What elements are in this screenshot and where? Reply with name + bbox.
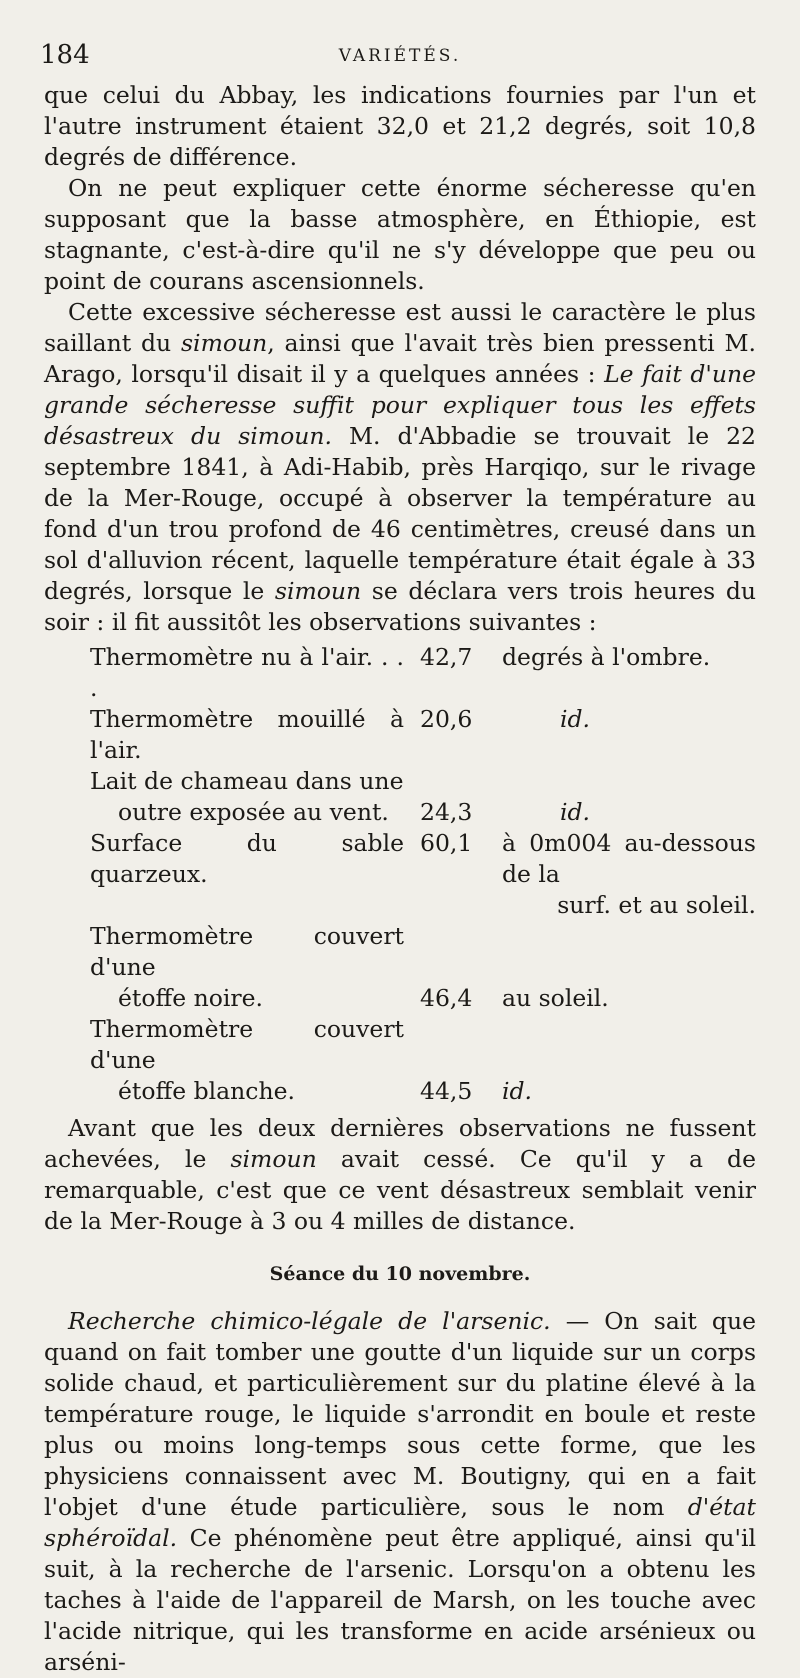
observation-note: au soleil. (502, 984, 609, 1012)
observation-value: 42,7 (420, 643, 473, 671)
observation-row (44, 828, 756, 890)
running-head: VARIÉTÉS. (338, 46, 462, 66)
observation-note: id. (560, 798, 591, 826)
observation-row (44, 642, 756, 704)
italic-term: simoun (274, 577, 362, 605)
italic-term: d'état sphéroïdal. (44, 1493, 756, 1552)
page-header (40, 40, 760, 74)
observation-label: Thermomètre mouillé à l'air. (90, 705, 404, 764)
observation-value: 20,6 (420, 705, 473, 733)
italic-term: simoun (181, 329, 268, 357)
observation-value: 24,3 (420, 798, 473, 826)
observation-label: Thermomètre nu à l'air. . . . (90, 643, 404, 702)
observation-value: 60,1 (420, 829, 473, 857)
observation-row (44, 890, 756, 921)
observation-row (44, 983, 756, 1014)
observation-row (44, 1014, 756, 1076)
paragraph: Avant que les deux dernières observations ne fussent achevées, le simoun avait cessé. Ce qu'il y a de remarquable, c'est que ce vent désastreux semblait venir de la Mer-Rouge à 3 ou 4 milles de distance. (44, 1114, 756, 1235)
observation-label: Thermomètre couvert d'une (90, 922, 404, 981)
observation-row (44, 1076, 756, 1107)
paragraph: On ne peut expliquer cette énorme sécheresse qu'en supposant que la basse atmosphère, en Éthiopie, est stagnante, c'est-à-dire qu'il ne s'y développe que peu ou point de courans ascensionnels. (44, 174, 756, 295)
observation-row (44, 921, 756, 983)
page-number: 184 (40, 40, 90, 70)
observation-note: id. (560, 705, 591, 733)
italic-quote: Le fait d'une grande sécheresse suffit pour expliquer tous les effets désastreux du simoun. (44, 360, 756, 450)
observation-row (44, 704, 756, 766)
observation-label: Thermomètre couvert d'une (90, 1015, 404, 1074)
observation-label: Lait de chameau dans une (90, 767, 404, 795)
observation-note: degrés à l'ombre. (502, 643, 711, 671)
observation-value: 46,4 (420, 984, 473, 1012)
observation-label-continued: étoffe noire. (118, 984, 263, 1012)
body-text (44, 80, 756, 1678)
observation-note: id. (502, 1077, 533, 1105)
italic-term: simoun (230, 1145, 317, 1173)
observation-row (44, 766, 756, 797)
section-title: Séance du 10 novembre. (269, 1263, 531, 1285)
observation-note: à 0m004 au-dessous de la (502, 829, 756, 888)
observation-label: Surface du sable quarzeux. (90, 829, 404, 888)
paragraph: Recherche chimico-légale de l'arsenic. — On sait que quand on fait tomber une goutte d'un liquide sur un corps solide chaud, et particulièrement sur du platine élevé à la température rouge, le liquide s'arrondit en boule et reste plus ou moins long-temps sous cette forme, que les physiciens connaissent avec M. Boutigny, qui en a fait l'objet d'une étude particulière, sous le nom d'état sphéroïdal. Ce phénomène peut être appliqué, ainsi qu'il suit, à la recherche de l'arsenic. Lorsqu'on a obtenu les taches à l'aide de l'appareil de Marsh, on les touche avec l'acide nitrique, qui les transforme en acide arsénieux ou arséni- (44, 1307, 756, 1676)
observations-table (44, 642, 756, 1107)
observation-row (44, 797, 756, 828)
observation-label-continued: outre exposée au vent. (118, 798, 389, 826)
observation-note-continued: surf. et au soleil. (557, 891, 756, 919)
paragraph: Cette excessive sécheresse est aussi le caractère le plus saillant du simoun, ainsi que l'avait très bien pressenti M. Arago, lorsqu'il disait il y a quelques années : Le fait d'une grande sécheresse suffit pour expliquer tous les effets désastreux du simoun. M. d'Abbadie se trouvait le 22 septembre 1841, à Adi-Habib, près Harqiqo, sur le rivage de la Mer-Rouge, occupé à observer la température au fond d'un trou profond de 46 centimètres, creusé dans un sol d'alluvion récent, laquelle température était égale à 33 degrés, lorsque le simoun se déclara vers trois heures du soir : il fit aussitôt les observations suivantes : (44, 298, 757, 636)
paragraph: que celui du Abbay, les indications fournies par l'un et l'autre instrument étaient 32,0 et 21,2 degrés, soit 10,8 degrés de différence. (44, 81, 756, 171)
italic-heading: Recherche chimico-légale de l'arsenic. (68, 1307, 551, 1335)
observation-value: 44,5 (420, 1077, 473, 1105)
observation-label-continued: étoffe blanche. (118, 1077, 295, 1105)
